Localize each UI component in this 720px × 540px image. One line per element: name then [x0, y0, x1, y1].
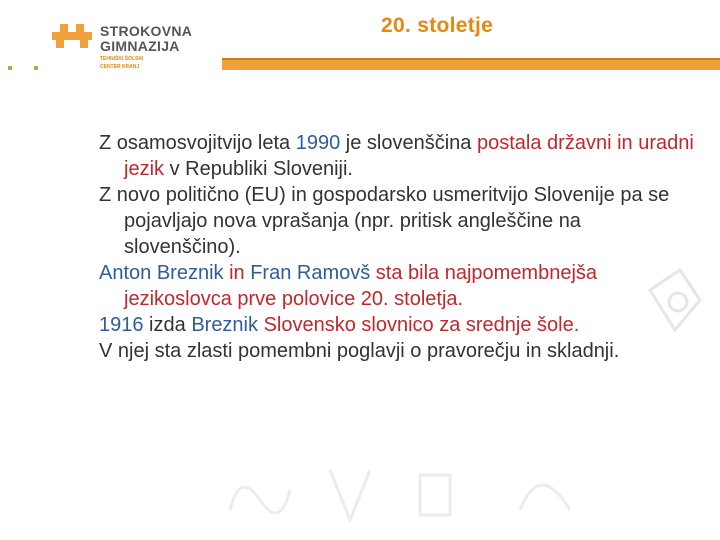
- slide-body: [99, 130, 699, 364]
- slide-title: 20. stoletje: [381, 14, 494, 37]
- text-run: izda: [143, 314, 192, 336]
- bullet-paragraph: [99, 312, 699, 338]
- text-run: v Republiki Sloveniji.: [164, 158, 353, 180]
- header-bar-edge: [222, 58, 720, 60]
- text-run: 1916: [99, 314, 144, 336]
- text-run: Z novo politično (EU) in gospodarsko usmeritvijo Slovenije pa se pojavljajo nova vprašanja (npr. pritisk angleščine na slovenščino).: [99, 184, 670, 258]
- bullet-paragraph: [99, 338, 699, 364]
- text-run: Anton Breznik: [99, 262, 224, 284]
- school-logo-icon: [52, 24, 96, 54]
- decorative-dots: [0, 60, 50, 72]
- logo-text: [100, 24, 192, 70]
- bullet-paragraph: [99, 130, 699, 182]
- text-run: V njej sta zlasti pomembni poglavji o pravorečju in skladnji.: [99, 340, 620, 362]
- dot-icon: [34, 66, 38, 70]
- logo-sub-2: CENTER KRANJ: [100, 64, 140, 70]
- logo-sub-1: TEHNIŠKI ŠOLSKI: [100, 56, 144, 62]
- bullet-paragraph: [99, 182, 699, 260]
- text-run: 1990: [295, 132, 341, 154]
- text-run: Slovensko slovnico za srednje šole.: [258, 314, 580, 336]
- doodle-watermark-bottom-icon: [220, 450, 600, 530]
- text-run: postala državni in uradni jezik: [124, 132, 694, 180]
- text-run: Fran Ramovš: [250, 262, 371, 284]
- school-logo: [52, 20, 202, 72]
- text-run: in: [223, 262, 251, 284]
- logo-line-2: GIMNAZIJA: [100, 38, 180, 54]
- text-run: Z osamosvojitvijo leta: [99, 132, 296, 154]
- text-run: je slovenščina: [340, 132, 477, 154]
- text-run: Breznik: [191, 314, 259, 336]
- dot-icon: [8, 66, 12, 70]
- bullet-paragraph: [99, 260, 699, 312]
- logo-line-1: STROKOVNA: [100, 23, 193, 39]
- text-run: sta bila najpomembnejša jezikoslovca prve polovice 20. stoletja.: [124, 262, 598, 310]
